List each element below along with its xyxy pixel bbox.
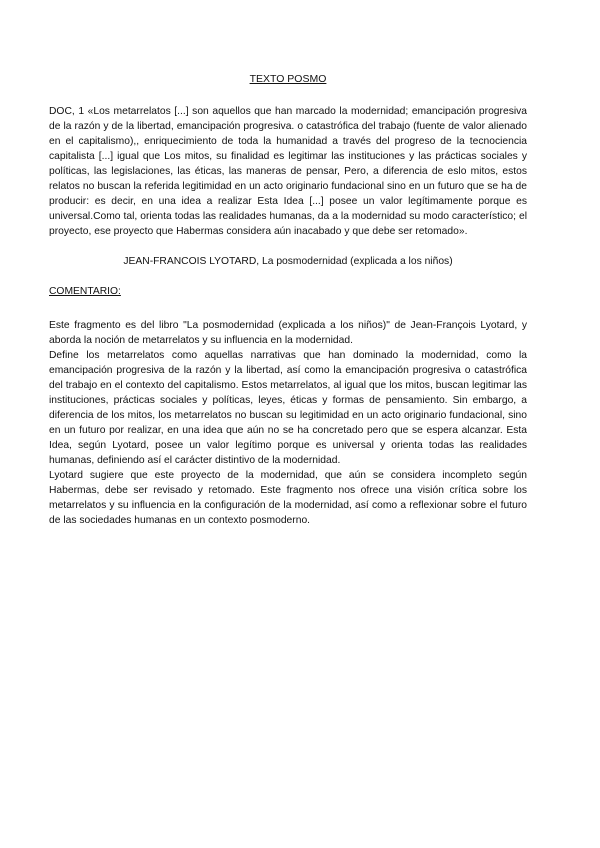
commentary-heading: COMENTARIO: [49,286,121,297]
quote-attribution: JEAN-FRANCOIS LYOTARD, La posmodernidad (explicada a los niños) [123,256,453,267]
document-title: TEXTO POSMO [249,73,327,85]
commentary-paragraph: Este fragmento es del libro "La posmodernidad (explicada a los niños)" de Jean-François Lyotard, y aborda la noción de metarrelatos y su influencia en la modernidad. [49,320,527,346]
commentary-paragraph: Define los metarrelatos como aquellas narrativas que han dominado la modernidad, como la emancipación progresiva de la razón y la libertad, así como la emancipación progresiva o catastrófica del trabajo en el contexto del capitalismo. Estos metarrelatos, al igual que los mitos, buscan legitimar las instituciones, prácticas sociales y políticas, leyes, éticas y formas de pensamiento. Sin embargo, a diferencia de los mitos, los metarrelatos no buscan su legitimidad en un acto originario fundacional, sino en un futuro por realizar, en una idea que aún no se ha concretado pero que se espera alcanzar. Esta Idea, según Lyotard, posee un valor legítimo porque es universal y orienta todas las realidades humanas, definiendo así el carácter distintivo de la modernidad. [49,350,527,466]
quoted-text: DOC, 1 «Los metarrelatos [...] son aquellos que han marcado la modernidad; emancipación progresiva de la razón y de la libertad, emancipación progresiva. o catastrófica del trabajo (fuente de valor alienado en el capitalismo),, enriquecimiento de toda la humanidad a través del progreso de la tecnociencia capitalista [...] igual que Los mitos, su finalidad es legitimar las instituciones y las prácticas sociales y políticas, las legislaciones, las éticas, las maneras de pensar, Pero, a diferencia de eslo mitos, estos relatos no buscan la referida legitimidad en un acto originario fundacional sino en un futuro que se ha de producir: es decir, en una idea a realizar Esta Idea [...] posee un valor legítimamente porque es universal.Como tal, orienta todas las realidades humanas, da a la modernidad su modo característico; el proyecto, ese proyecto que Habermas considera aún inacabado y que debe ser retomado». [49,106,527,237]
document-content [49,72,527,528]
commentary-paragraph: Lyotard sugiere que este proyecto de la modernidad, que aún se considera incompleto según Habermas, debe ser revisado y retomado. Este fragmento nos ofrece una visión crítica sobre los metarrelatos y su influencia en la configuración de la modernidad, así como a reflexionar sobre el futuro de las sociedades humanas en un contexto posmoderno. [49,470,527,526]
